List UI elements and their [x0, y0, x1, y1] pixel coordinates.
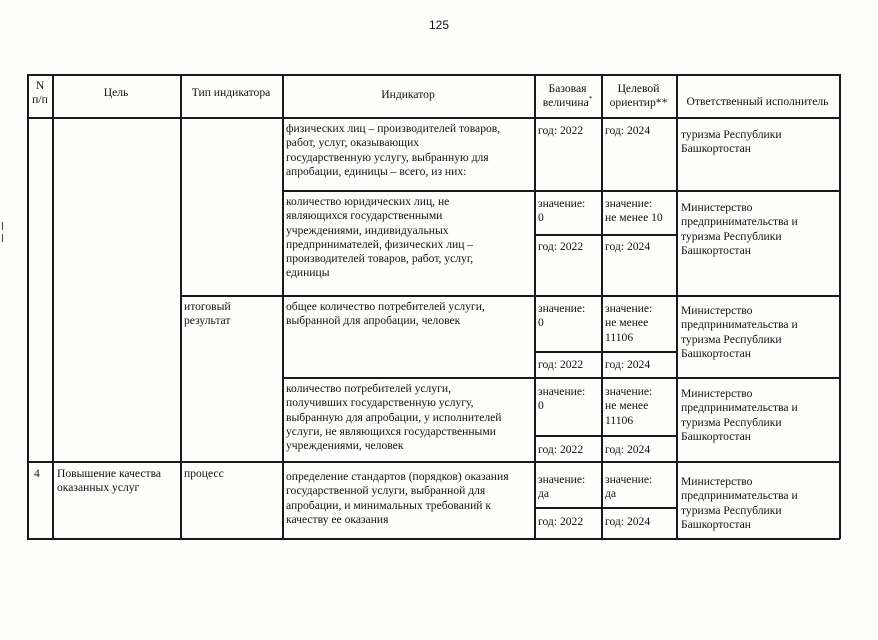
row-number: 4	[34, 467, 40, 480]
row-line	[27, 461, 840, 463]
header-number: N п/п	[32, 79, 48, 107]
base-year: год: 2022	[538, 515, 584, 528]
base-value: значение: 0	[538, 197, 586, 225]
header-bottom-line	[27, 117, 840, 119]
col-line	[282, 74, 284, 539]
header-goal: Цель	[103, 86, 129, 99]
target-year: год: 2024	[605, 515, 651, 528]
header-indicator: Индикатор	[381, 88, 435, 101]
base-value: значение: 0	[538, 385, 586, 413]
base-value: значение: 0	[538, 302, 586, 330]
indicator-text: физических лиц – производителей товаров, работ, услуг, оказывающих государственную услугу, выбранную для апробации, единицы – всего, из них:	[286, 122, 501, 178]
base-year: год: 2022	[538, 124, 584, 137]
indicator-text: общее количество потребителей услуги, выбранной для апробации, человек	[286, 300, 485, 328]
row-line	[282, 377, 840, 379]
indicator-text: количество потребителей услуги, получивших государственную услугу, выбранную для апробации, у исполнителей услуги, не являющихся государственными учреждениями, человек	[286, 382, 502, 453]
col-line	[52, 74, 54, 539]
target-value: значение: не менее 11106	[605, 302, 653, 344]
indicator-type-text: процесс	[184, 467, 224, 480]
row-line	[534, 507, 676, 509]
indicator-text: количество юридических лиц, не являющихся государственными учреждениями, индивидуальных предпринимателей, физических лиц – производителей товаров, работ, услуг, единицы	[286, 195, 474, 280]
indicator-type-text: итоговый результат	[184, 300, 231, 328]
col-line	[601, 74, 603, 539]
target-year: год: 2024	[605, 124, 651, 137]
target-value: значение: не менее 11106	[605, 385, 653, 427]
table-border-bottom	[27, 538, 840, 540]
base-value: значение: да	[538, 473, 586, 501]
indicator-text: определение стандартов (порядков) оказания государственной услуги, выбранной для апробации, и минимальных требований к качеству ее оказания	[286, 470, 509, 526]
row-line	[534, 435, 676, 437]
page-number: 125	[428, 18, 450, 32]
responsible-text: Министерство предпринимательства и туризма Республики Башкортостан	[681, 304, 798, 360]
header-responsible: Ответственный исполнитель	[686, 95, 829, 108]
goal-text: Повышение качества оказанных услуг	[57, 467, 162, 495]
col-line	[534, 74, 536, 539]
base-year: год: 2022	[538, 358, 584, 371]
target-year: год: 2024	[605, 443, 651, 456]
header-target: Целевой ориентир**	[609, 82, 668, 110]
responsible-text: туризма Республики Башкортостан	[681, 128, 782, 156]
col-line	[180, 74, 182, 539]
target-year: год: 2024	[605, 358, 651, 371]
row-line	[282, 190, 840, 192]
base-year: год: 2022	[538, 240, 584, 253]
responsible-text: Министерство предпринимательства и туризма Республики Башкортостан	[681, 201, 798, 257]
col-line	[27, 74, 29, 539]
row-line	[534, 351, 676, 353]
base-year: год: 2022	[538, 443, 584, 456]
col-line	[839, 74, 841, 539]
responsible-text: Министерство предпринимательства и туризма Республики Башкортостан	[681, 475, 798, 531]
row-line	[534, 234, 676, 236]
col-line	[676, 74, 678, 539]
target-value: значение: не менее 10	[605, 197, 663, 225]
header-indicator-type: Тип индикатора	[191, 86, 271, 99]
header-base-value: Базовая величина*	[542, 82, 593, 110]
table-border-top	[27, 74, 840, 76]
target-value: значение: да	[605, 473, 653, 501]
row-line	[180, 295, 840, 297]
responsible-text: Министерство предпринимательства и туризма Республики Башкортостан	[681, 387, 798, 443]
target-year: год: 2024	[605, 240, 651, 253]
